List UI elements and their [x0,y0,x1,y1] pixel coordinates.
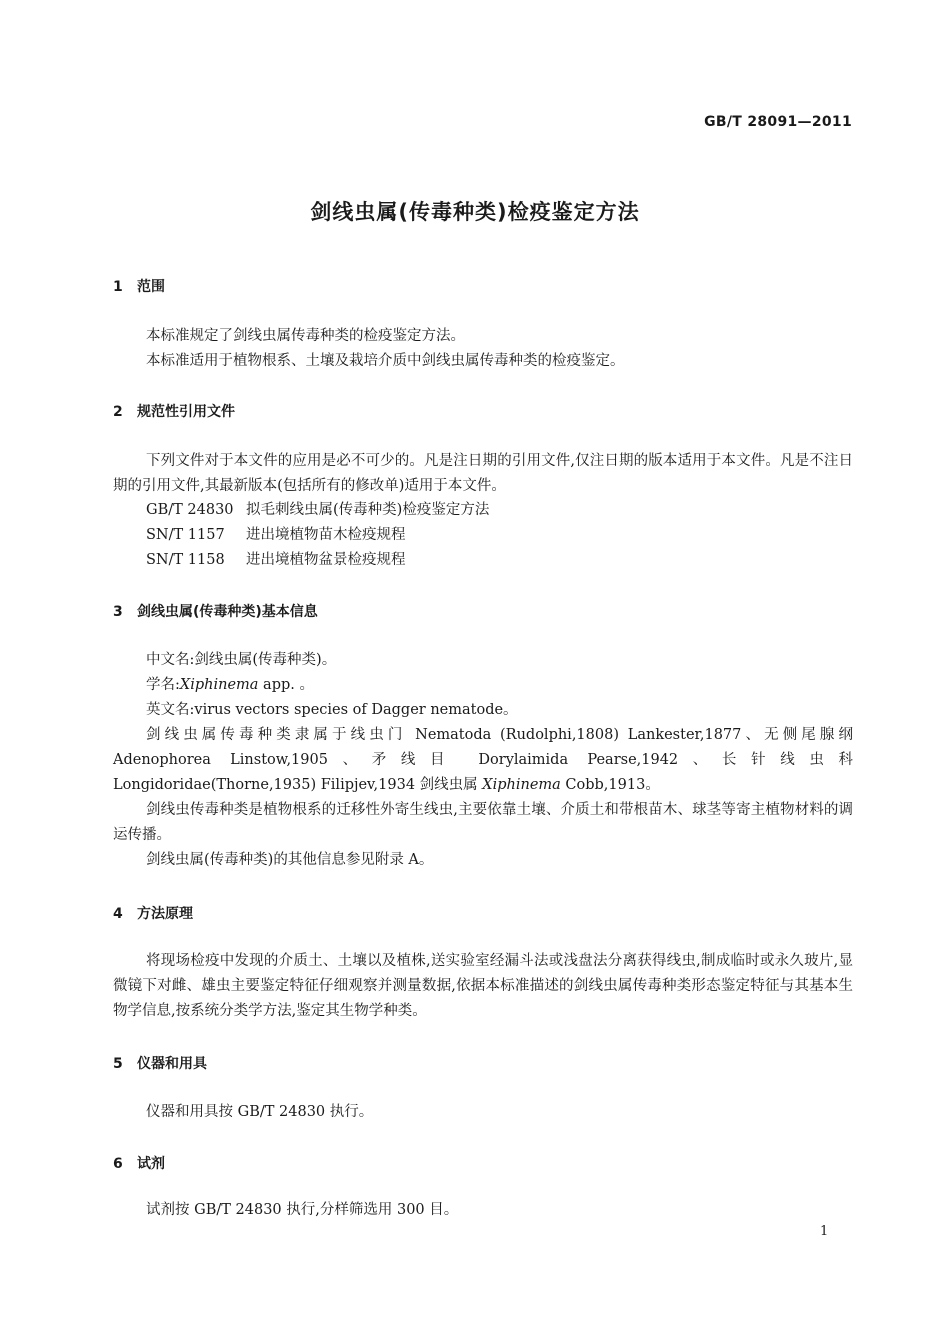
reference-item [146,523,406,548]
genus-name: Xiphinema [179,677,259,693]
other-info: 剑线虫属(传毒种类)的其他信息参见附录 A。 [146,852,434,868]
reference-title: 进出境植物盆景检疫规程 [246,552,406,568]
reference-item [146,498,489,523]
section-title: 范围 [137,279,165,295]
paragraph: 仪器和用具按 GB/T 24830 执行。 [146,1104,374,1120]
document-title: 剑线虫属(传毒种类)检疫鉴定方法 [310,200,640,224]
label: 学名: [146,677,180,693]
standard-code: GB/T 28091—2011 [704,114,852,130]
section-number: 4 [113,906,123,922]
section-2-heading [113,401,235,421]
paragraph: 下列文件对于本文件的应用是必不可少的。凡是注日期的引用文件,仅注日期的版本适用于本文件。凡是不注日期的引用文件,其最新版本(包括所有的修改单)适用于本文件。 [113,453,853,494]
section-3-heading [113,601,318,621]
reference-code: SN/T 1158 [146,552,225,568]
taxonomy-author: Cobb,1913。 [560,777,660,793]
genus-name: Xiphinema [482,777,561,793]
paragraph: 本标准规定了剑线虫属传毒种类的检疫鉴定方法。 [146,328,465,344]
section-number: 6 [113,1156,123,1172]
taxonomy-paragraph [113,723,853,798]
taxonomy-text: 剑线虫属传毒种类隶属于线虫门 Nematoda (Rudolphi,1808) Lankester,1877、无侧尾腺纲 Adenophorea Linstow,1905、矛线目 Dorylaimida Pearse,1942、长针线虫科 Longidoridae(Thorne,1935) Filipjev,1934 剑线虫属 [113,727,853,793]
section-title: 仪器和用具 [137,1056,207,1072]
section-4-heading [113,903,193,923]
section-number: 5 [113,1056,123,1072]
chinese-name: 中文名:剑线虫属(传毒种类)。 [146,652,337,668]
paragraph: 将现场检疫中发现的介质土、土壤以及植株,送实验室经漏斗法或浅盘法分离获得线虫,制成临时或永久玻片,显微镜下对雌、雄虫主要鉴定特征仔细观察并测量数据,依据本标准描述的剑线虫属传毒种类形态鉴定特征与其基本生物学信息,按系统分类学方法,鉴定其生物学种类。 [113,953,853,1019]
section-1-heading [113,276,165,296]
section-number: 3 [113,604,123,620]
page-number: 1 [820,1224,829,1239]
biology-paragraph: 剑线虫传毒种类是植物根系的迁移性外寄生线虫,主要依靠土壤、介质土和带根苗木、球茎等寄主植物材料的调运传播。 [113,802,853,843]
section-5-heading [113,1053,207,1073]
section-number: 1 [113,279,123,295]
section-6-heading [113,1153,165,1173]
reference-code: GB/T 24830 [146,502,234,518]
reference-title: 拟毛刺线虫属(传毒种类)检疫鉴定方法 [246,502,490,518]
paragraph: 本标准适用于植物根系、土壤及栽培介质中剑线虫属传毒种类的检疫鉴定。 [146,353,625,369]
section-title: 剑线虫属(传毒种类)基本信息 [137,604,318,620]
paragraph: 试剂按 GB/T 24830 执行,分样筛选用 300 目。 [146,1202,459,1218]
section-number: 2 [113,404,123,420]
section-title: 规范性引用文件 [137,404,235,420]
section-title: 方法原理 [137,906,193,922]
reference-item [146,548,406,573]
suffix: app. 。 [258,677,314,693]
section-title: 试剂 [137,1156,165,1172]
reference-code: SN/T 1157 [146,527,225,543]
scientific-name [113,673,853,698]
english-name: 英文名:virus vectors species of Dagger nematode。 [146,702,518,718]
reference-title: 进出境植物苗木检疫规程 [246,527,406,543]
